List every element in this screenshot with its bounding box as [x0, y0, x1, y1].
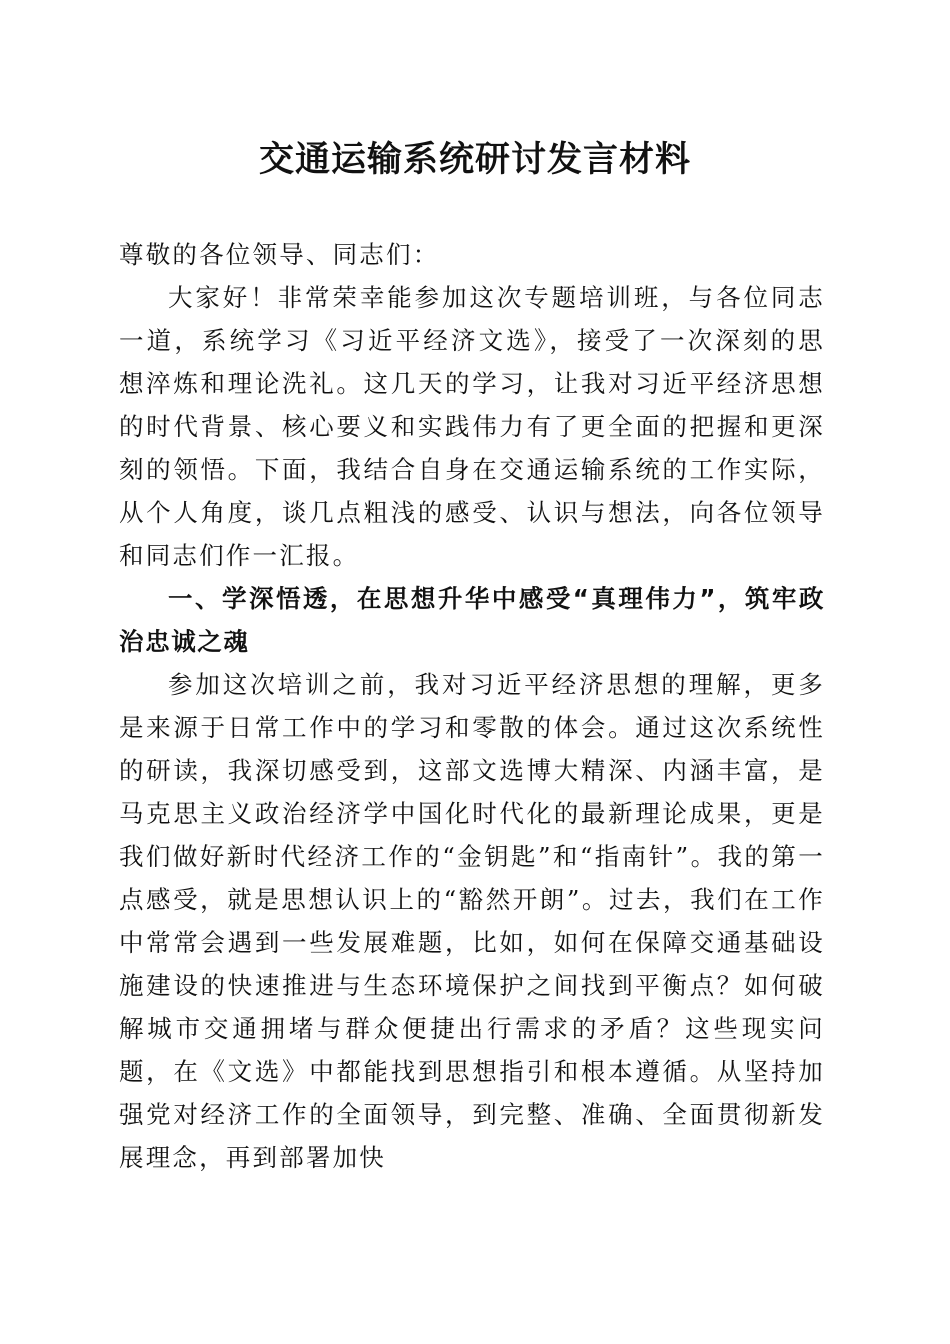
document-body	[119, 233, 825, 1179]
intro-paragraph: 大家好！非常荣幸能参加这次专题培训班，与各位同志一道，系统学习《习近平经济文选》，接受了一次深刻的思想淬炼和理论洗礼。这几天的学习，让我对习近平经济思想的时代背景、核心要义和实践伟力有了更全面的把握和更深刻的领悟。下面，我结合自身在交通运输系统的工作实际，从个人角度，谈几点粗浅的感受、认识与想法，向各位领导和同志们作一汇报。	[119, 283, 825, 570]
document-title: 交通运输系统研讨发言材料	[258, 139, 691, 180]
section-heading: 一、学深悟透，在思想升华中感受“真理伟力”，筑牢政治忠诚之魂	[119, 584, 825, 656]
section-paragraph: 参加这次培训之前，我对习近平经济思想的理解，更多是来源于日常工作中的学习和零散的体会。通过这次系统性的研读，我深切感受到，这部文选博大精深、内涵丰富，是马克思主义政治经济学中国化时代化的最新理论成果，更是我们做好新时代经济工作的“金钥匙”和“指南针”。我的第一点感受，就是思想认识上的“豁然开朗”。过去，我们在工作中常常会遇到一些发展难题，比如，如何在保障交通基础设施建设的快速推进与生态环境保护之间找到平衡点？如何破解城市交通拥堵与群众便捷出行需求的矛盾？这些现实问题，在《文选》中都能找到思想指引和根本遵循。从坚持加强党对经济工作的全面领导，到完整、准确、全面贯彻新发展理念，再到部署加快	[119, 670, 825, 1172]
greeting-line: 尊敬的各位领导、同志们：	[119, 240, 440, 269]
